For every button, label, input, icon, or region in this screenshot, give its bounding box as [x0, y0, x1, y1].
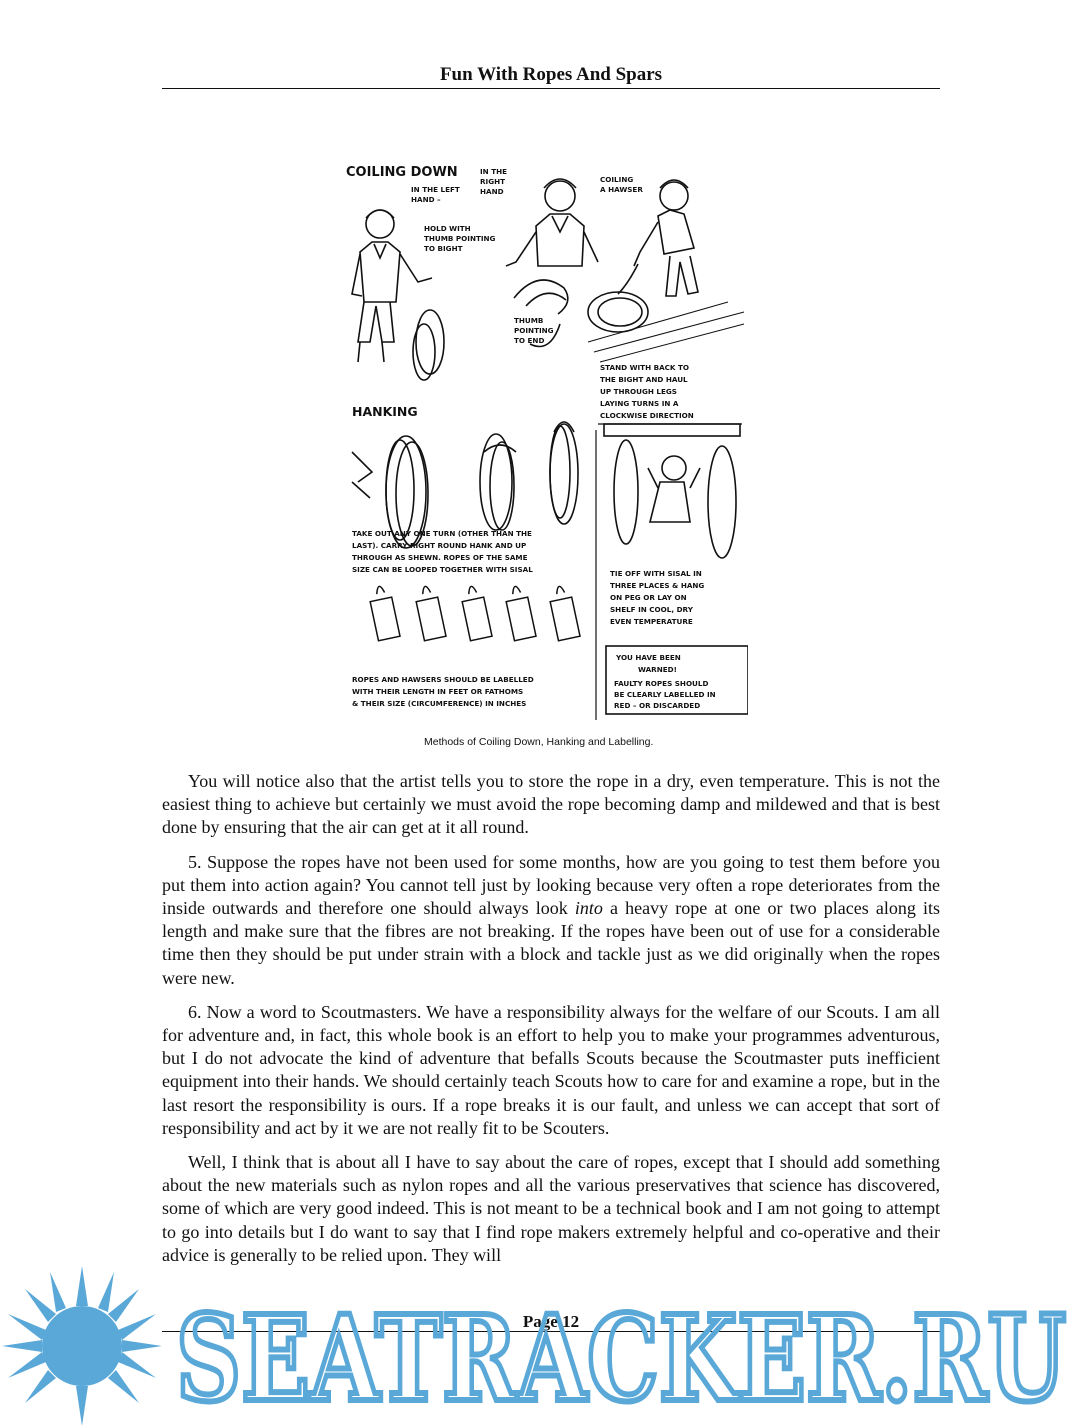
paragraph-4: Well, I think that is about all I have to say about the care of ropes, except that I should add something about the new materials such as nylon ropes and all the various preservatives that science has discovered, some of which are very good indeed. This is not meant to be a technical book and I am not going to attempt to go into details but I do want to say that I find rope makers extremely helpful and co-operative and their advice is generally to be relied upon. They will	[162, 1152, 940, 1265]
note-stand-5: CLOCKWISE DIRECTION	[600, 411, 694, 420]
note-tie-4: SHELF IN COOL, DRY	[610, 605, 693, 614]
note-tie-5: EVEN TEMPERATURE	[610, 617, 693, 626]
rope-illustration	[338, 152, 748, 758]
note-left-hand: IN THE LEFT	[411, 185, 460, 194]
note-hawser-2: A HAWSER	[600, 185, 643, 194]
header-rule	[162, 88, 940, 89]
emphasis-into: into	[574, 898, 603, 919]
rope-tags-drawing	[367, 584, 580, 640]
note-right-hand-2: RIGHT	[480, 177, 506, 186]
note-stand-2: THE BIGHT AND HAUL	[600, 375, 688, 384]
paragraph-1: You will notice also that the artist tells you to store the rope in a dry, even temperature. This is not the easiest thing to achieve but certainly we must avoid the rope becoming damp and mildewed and that is best done by ensuring that the air can get at it all round.	[162, 771, 940, 838]
note-thumb-2: POINTING	[514, 326, 554, 335]
note-right-hand-3: HAND	[480, 187, 504, 196]
note-stand-3: UP THROUGH LEGS	[600, 387, 677, 396]
warn-line-3: FAULTY ROPES SHOULD	[614, 679, 709, 688]
note-thumb: THUMB	[514, 316, 544, 325]
note-tie-2: THREE PLACES & HANG	[610, 581, 705, 590]
note-take-2: LAST). CARRY RIGHT ROUND HANK AND UP	[352, 541, 527, 550]
note-stand-4: LAYING TURNS IN A	[600, 399, 679, 408]
illustration-figure	[338, 152, 748, 758]
note-thumb-3: TO END	[514, 336, 545, 345]
watermark-text: SEATRACKER.RU	[176, 1289, 1066, 1425]
note-right-hand: IN THE	[480, 167, 508, 176]
note-hold: HOLD WITH	[424, 224, 471, 233]
paragraph-2: 5. Suppose the ropes have not been used for some months, how are you going to test them before you put them into action again? You cannot tell just by looking because very often a rope deteriorates from the inside outwards and therefore one should always look into a heavy rope at one or two places along its length and make sure that the fibres are not breaking. If the ropes have been out of use for a considerable time then they should be put under strain with a block and tackle just as we did originally when the ropes were new.	[162, 851, 940, 988]
figure-caption: Methods of Coiling Down, Hanking and Labelling.	[424, 736, 654, 748]
note-labels: ROPES AND HAWSERS SHOULD BE LABELLED	[352, 675, 534, 684]
note-labels-2: WITH THEIR LENGTH IN FEET OR FATHOMS	[352, 687, 524, 696]
note-take: TAKE OUT ANY ONE TURN (OTHER THAN THE	[352, 529, 532, 538]
note-take-4: SIZE CAN BE LOOPED TOGETHER WITH SISAL	[352, 565, 533, 574]
watermark	[0, 1262, 1080, 1425]
sun-logo	[2, 1266, 162, 1425]
note-take-3: THROUGH AS SHEWN. ROPES OF THE SAME	[352, 553, 528, 562]
note-tie: TIE OFF WITH SISAL IN	[610, 569, 702, 578]
note-tie-3: ON PEG OR LAY ON	[610, 593, 687, 602]
warn-line-1: YOU HAVE BEEN	[616, 653, 681, 662]
scout-hawser-drawing	[588, 180, 744, 362]
page-number: Page 12	[522, 1312, 580, 1331]
warn-line-2: WARNED!	[638, 665, 677, 674]
note-hold-3: TO BIGHT	[424, 244, 463, 253]
running-header: Fun With Ropes And Spars	[439, 64, 663, 85]
note-labels-3: & THEIR SIZE (CIRCUMFERENCE) IN INCHES	[352, 699, 527, 708]
footer-rule	[162, 1331, 940, 1332]
peg-hanging-drawing	[604, 424, 740, 558]
note-hawser: COILING	[600, 175, 634, 184]
coiling-title: COILING DOWN	[346, 165, 458, 180]
note-left-hand-2: HAND –	[411, 195, 441, 204]
body-text	[162, 770, 940, 1278]
hanking-title: HANKING	[352, 404, 418, 419]
warn-line-4: BE CLEARLY LABELLED IN	[614, 690, 716, 699]
note-hold-2: THUMB POINTING	[424, 234, 496, 243]
note-stand: STAND WITH BACK TO	[600, 363, 689, 372]
warn-line-5: RED – OR DISCARDED	[614, 701, 701, 710]
paragraph-3: 6. Now a word to Scoutmasters. We have a responsibility always for the welfare of our Scouts. I am all for adventure and, in fact, this whole book is an effort to help you to make your programmes adventurous, but I do not advocate the kind of adventure that befalls Scouts because the Scoutmaster puts inefficient equipment into their hands. We should certainly teach Scouts how to care for and examine a rope, but in the last resort the responsibility is ours. If a rope breaks it is our fault, and unless we can accept that sort of responsibility and act by it we are not really fit to be Scouters.	[162, 1001, 940, 1138]
